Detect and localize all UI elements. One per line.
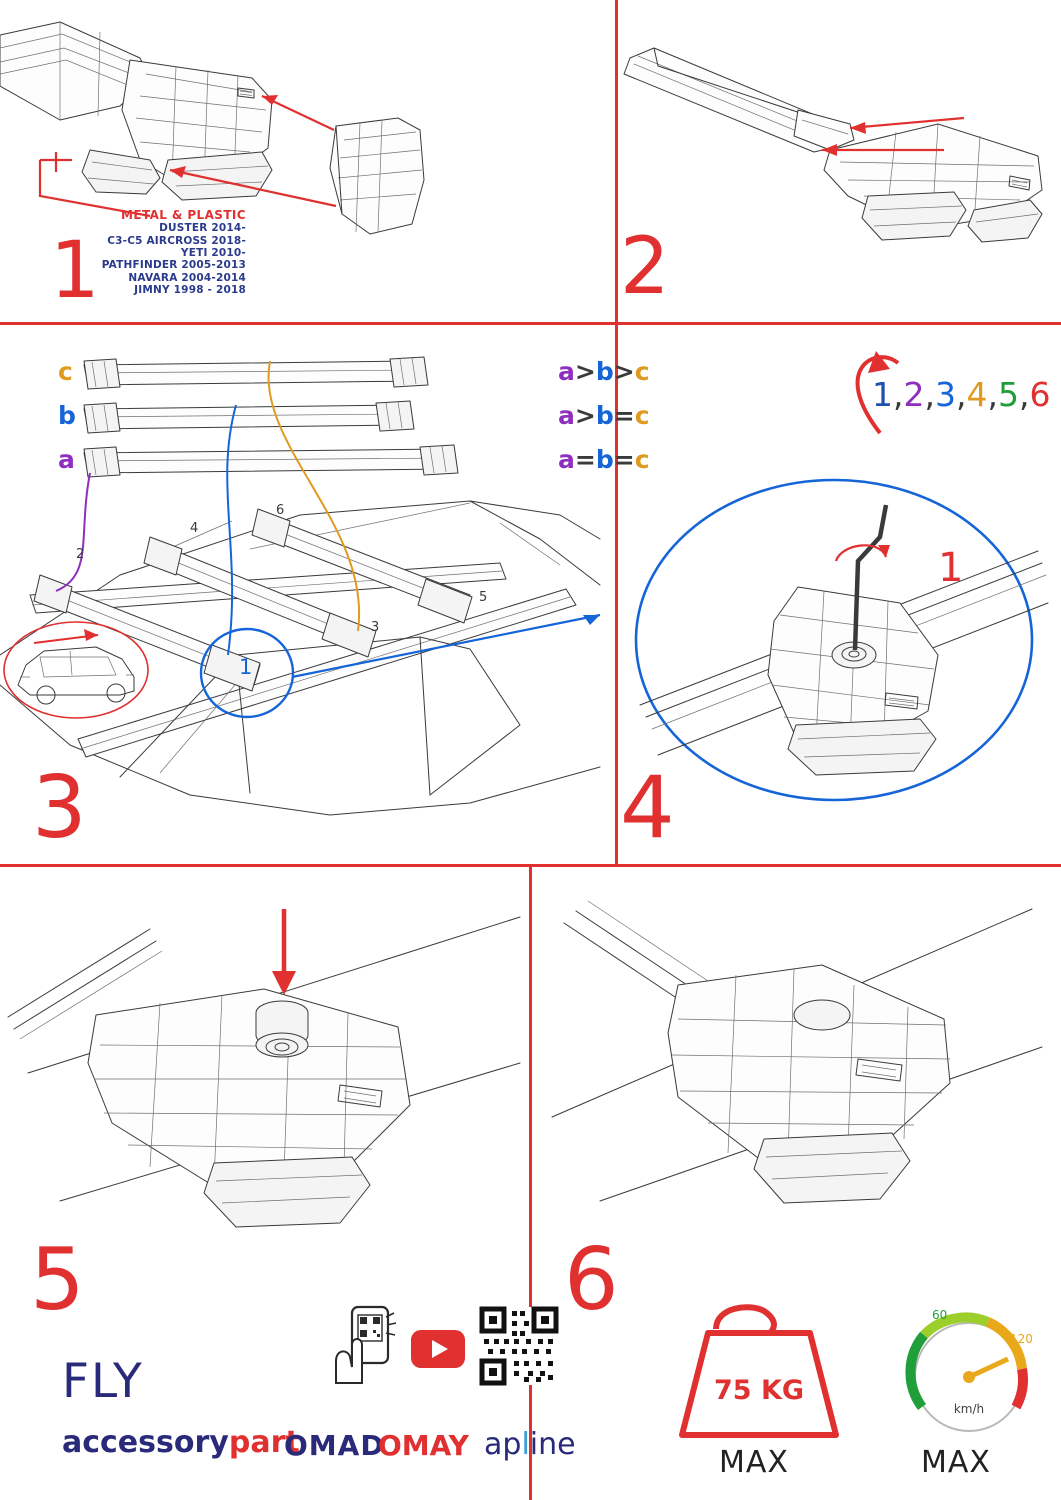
relation-mid: b bbox=[595, 445, 614, 474]
detail-marker-1: 1 bbox=[938, 545, 964, 591]
speed-gauge-icon bbox=[884, 1297, 1054, 1447]
brand-omad: OMAD bbox=[284, 1429, 385, 1462]
brand-accessorypart bbox=[62, 1425, 300, 1460]
weight-limit-icon bbox=[664, 1297, 854, 1447]
gauge-tick-high: 120 bbox=[1010, 1332, 1033, 1346]
vehicle-item: NAVARA 2004-2014 bbox=[128, 271, 246, 284]
brand-apline-c: ine bbox=[529, 1427, 576, 1462]
relation-op: > bbox=[574, 401, 596, 430]
panel-step-2 bbox=[618, 0, 1061, 322]
relation-right: c bbox=[634, 401, 650, 430]
sequence-item: 4 bbox=[966, 375, 988, 414]
relation-op: = bbox=[613, 401, 635, 430]
step-number-2: 2 bbox=[620, 222, 668, 312]
bar-label-c: c bbox=[58, 357, 73, 386]
youtube-icon[interactable] bbox=[410, 1329, 466, 1369]
vehicle-item: PATHFINDER 2005-2013 bbox=[101, 259, 246, 272]
vehicle-item: YETI 2010- bbox=[180, 246, 246, 259]
step-number-3: 3 bbox=[32, 758, 85, 858]
brand-part-text: part bbox=[228, 1425, 300, 1460]
sequence-sep: , bbox=[956, 375, 967, 414]
gauge-tick-low: 60 bbox=[932, 1308, 948, 1322]
sequence-item: 1 bbox=[872, 375, 893, 414]
vehicle-item: JIMNY 1998 - 2018 bbox=[134, 284, 246, 297]
roof-point-1: 1 bbox=[239, 655, 253, 679]
bar-b bbox=[84, 401, 414, 433]
step6-illustration bbox=[532, 867, 1061, 1267]
step-number-5: 5 bbox=[30, 1230, 83, 1330]
relation-left: a bbox=[558, 357, 575, 386]
step5-illustration bbox=[0, 867, 529, 1267]
sequence-item: 6 bbox=[1029, 375, 1051, 414]
sequence-item: 2 bbox=[903, 375, 925, 414]
roof-point-5: 5 bbox=[479, 590, 488, 605]
bar-c bbox=[84, 357, 428, 389]
phone-qr-icon bbox=[330, 1305, 398, 1385]
relation-left: a bbox=[558, 445, 575, 474]
car-thumbnail bbox=[18, 647, 134, 704]
panel-step-6 bbox=[529, 867, 1061, 1500]
relation-op: > bbox=[613, 357, 635, 386]
callout-title: METAL & PLASTIC bbox=[121, 208, 246, 222]
panel-step-5 bbox=[0, 867, 576, 1500]
sequence-item: 3 bbox=[935, 375, 956, 414]
brand-apline-a: ap bbox=[484, 1427, 522, 1462]
vehicle-item: C3-C5 AIRCROSS 2018- bbox=[107, 234, 246, 247]
step3-illustration bbox=[0, 325, 615, 864]
relation-right: c bbox=[634, 357, 650, 386]
vehicle-item: DUSTER 2014- bbox=[159, 222, 246, 235]
relation-mid: b bbox=[595, 357, 614, 386]
sequence-sep: , bbox=[987, 375, 998, 414]
brand-omay: OMAY bbox=[378, 1429, 469, 1462]
relation-op: > bbox=[574, 357, 596, 386]
roof-point-6: 6 bbox=[276, 503, 285, 518]
sequence-sep: , bbox=[893, 375, 904, 414]
bar-label-a: a bbox=[58, 445, 75, 474]
roof-point-3: 3 bbox=[371, 620, 380, 635]
brand-apline-b: l bbox=[521, 1427, 530, 1462]
relation-op: = bbox=[574, 445, 596, 474]
speed-max-label: MAX bbox=[921, 1445, 991, 1480]
bar-a bbox=[84, 445, 458, 477]
metal-plastic-callout bbox=[100, 208, 246, 296]
sequence-sep: , bbox=[924, 375, 935, 414]
relation-left: a bbox=[558, 401, 575, 430]
step-number-4: 4 bbox=[620, 758, 673, 858]
step-number-1: 1 bbox=[50, 226, 98, 316]
weight-value: 75 KG bbox=[713, 1375, 805, 1406]
brand-fly: FLY bbox=[62, 1354, 144, 1409]
panel-step-1 bbox=[0, 0, 615, 322]
relation-op: = bbox=[613, 445, 635, 474]
roof-point-4: 4 bbox=[190, 521, 199, 536]
gauge-unit: km/h bbox=[953, 1402, 985, 1416]
step-number-6: 6 bbox=[564, 1230, 617, 1330]
brand-accessory-text: accessory bbox=[62, 1425, 229, 1460]
step2-illustration bbox=[618, 0, 1061, 322]
bar-label-b: b bbox=[58, 401, 76, 430]
relation-mid: b bbox=[595, 401, 614, 430]
sequence-label bbox=[872, 375, 1051, 414]
relation-right: c bbox=[634, 445, 650, 474]
sequence-item: 5 bbox=[998, 375, 1019, 414]
roof-point-2: 2 bbox=[76, 547, 85, 562]
sequence-sep: , bbox=[1019, 375, 1030, 414]
panel-step-4 bbox=[618, 325, 1061, 864]
panel-step-3 bbox=[0, 325, 650, 864]
weight-max-label: MAX bbox=[719, 1445, 789, 1480]
